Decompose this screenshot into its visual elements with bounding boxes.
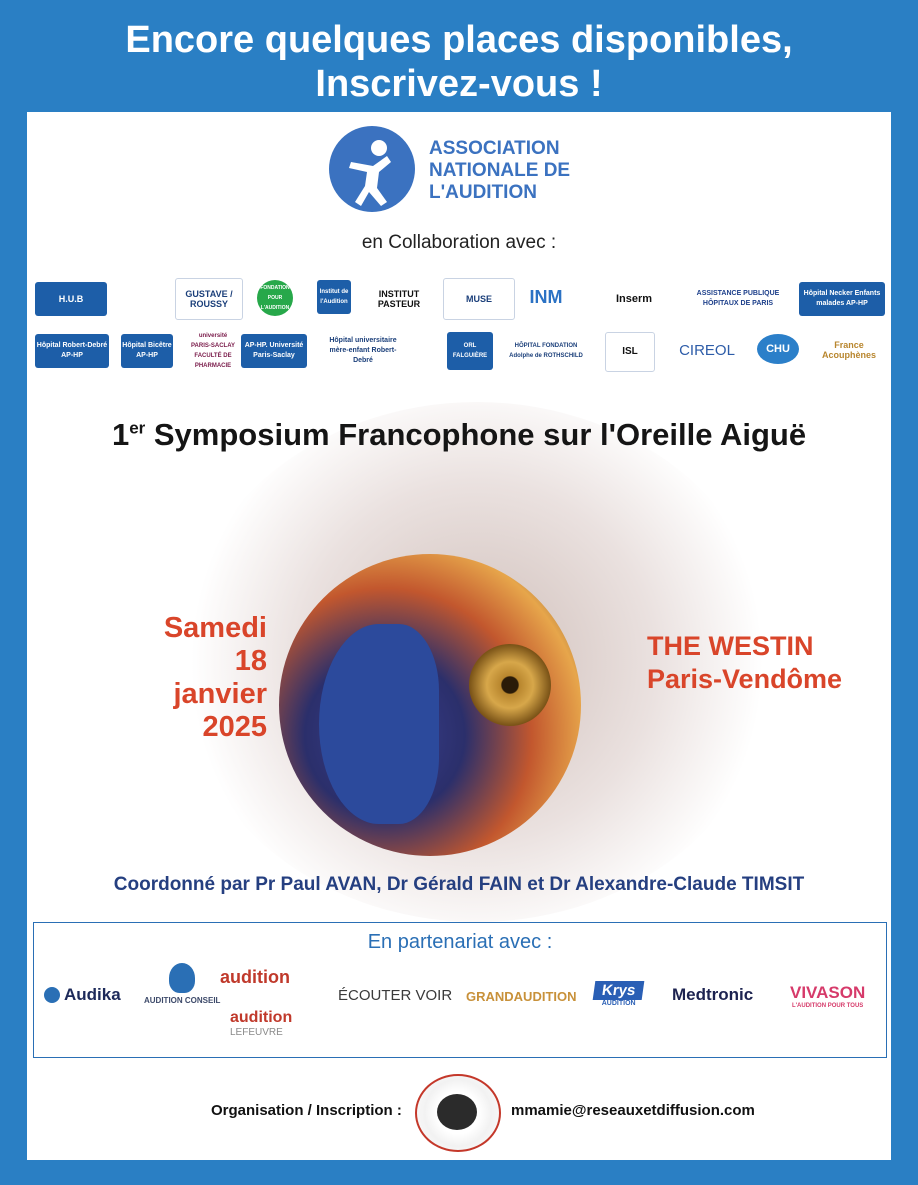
- title-prefix: 1: [111, 417, 130, 452]
- event-title: [27, 417, 891, 453]
- krys-label: Krys: [593, 981, 645, 1000]
- central-illustration: [279, 554, 581, 856]
- audika-bubble-icon: [44, 987, 60, 1003]
- logo-institut-pasteur: INSTITUT PASTEUR: [377, 289, 421, 309]
- logo-isl: ISL: [605, 332, 655, 372]
- partners-box: [33, 922, 887, 1058]
- audika-label: Audika: [64, 985, 121, 1004]
- title-text: Symposium Francophone sur l'Oreille Aiguë: [145, 417, 807, 452]
- logo-necker: Hôpital Necker Enfants malades AP-HP: [799, 282, 885, 316]
- logo-aphp-saclay: AP-HP. Université Paris-Saclay: [241, 334, 307, 368]
- footer: [27, 1072, 891, 1152]
- ana-line-1: ASSOCIATION: [429, 138, 560, 159]
- logo-inm: INM: [529, 287, 563, 307]
- audition-boulet-label: audition: [220, 967, 290, 987]
- logo-grandaudition: GRANDAUDITION: [466, 989, 577, 1004]
- date-year: 2025: [202, 711, 267, 743]
- vivason-label: VIVASON: [790, 983, 866, 1002]
- logo-france-acouphenes: France Acouphènes: [821, 340, 876, 360]
- logo-gustave-roussy: GUSTAVE / ROUSSY: [175, 278, 243, 320]
- logo-audition-conseil: [144, 963, 220, 1005]
- venue-line-1: THE WESTIN: [647, 631, 814, 661]
- header-banner: [12, 8, 906, 110]
- ana-name: [429, 138, 570, 204]
- logo-institut-audition: Institut de l'Audition: [317, 280, 351, 314]
- ana-line-2: NATIONALE DE: [429, 160, 571, 181]
- logo-mere-enfant: Hôpital universitaire mère-enfant Robert-Debré: [329, 337, 397, 364]
- audition-conseil-head-icon: [169, 963, 195, 993]
- date-date: 18 janvier: [173, 645, 267, 710]
- banner-line-2: Inscrivez-vous !: [315, 63, 603, 105]
- logo-ecouter-voir: ÉCOUTER VOIR: [338, 987, 453, 1004]
- logo-medtronic: Medtronic: [672, 985, 754, 1004]
- collab-label: en Collaboration avec :: [361, 232, 557, 253]
- logo-inserm: Inserm: [615, 293, 653, 305]
- event-date: [137, 612, 267, 744]
- krys-sub-label: AUDITION: [601, 1000, 636, 1007]
- logo-audika: [44, 985, 121, 1005]
- coordinators: Coordonné par Pr Paul AVAN, Dr Gérald FAIN et Dr Alexandre-Claude TIMSIT: [113, 874, 805, 895]
- logo-robert-debre: Hôpital Robert-Debré AP-HP: [35, 334, 109, 368]
- ana-person-icon: [329, 126, 415, 212]
- logo-chu: CHU: [757, 334, 799, 364]
- logo-orl-falguiere: ORL FALGUIÈRE: [447, 332, 493, 370]
- logo-aphp: ASSISTANCE PUBLIQUE HÔPITAUX DE PARIS: [696, 290, 780, 307]
- title-sup: er: [129, 418, 146, 438]
- vinyl-ear-image: [469, 644, 551, 726]
- logo-bicetre: Hôpital Bicêtre AP-HP: [121, 334, 173, 368]
- logo-hub: H.U.B: [35, 282, 107, 316]
- logo-audition-boulet: [220, 967, 290, 988]
- logo-rothschild: HÔPITAL FONDATION Adolphe de ROTHSCHILD: [509, 343, 583, 359]
- ana-line-3: L'AUDITION: [429, 182, 537, 203]
- logo-audition-lefeuvre: [230, 1009, 292, 1038]
- venue-line-2: Paris-Vendôme: [647, 664, 843, 694]
- banner-line-1: Encore quelques places disponibles,: [125, 19, 793, 61]
- logo-fondation-audition: FONDATION POUR L'AUDITION: [257, 280, 293, 316]
- audition-lefeuvre-label: audition: [230, 1009, 293, 1026]
- organisation-label: Organisation / Inscription :: [211, 1102, 402, 1119]
- event-venue: [647, 630, 887, 696]
- flyer-body: [27, 112, 891, 1160]
- ana-logo: [329, 126, 591, 218]
- logo-krys: [594, 981, 643, 1007]
- logo-vivason: [790, 983, 865, 1009]
- reseaux-diffusion-globe-icon: [415, 1074, 501, 1152]
- vivason-sub-label: L'AUDITION POUR TOUS: [791, 1003, 864, 1009]
- contact-email[interactable]: mmamie@reseauxetdiffusion.com: [511, 1102, 755, 1119]
- audition-conseil-label: AUDITION CONSEIL: [144, 996, 221, 1005]
- logo-paris-saclay-pharmacie: université PARIS-SACLAY FACULTÉ DE PHARMACIE: [190, 333, 235, 369]
- lefeuvre-label: LEFEUVRE: [230, 1027, 283, 1038]
- logo-cireol: CIREOL: [679, 342, 735, 359]
- partners-title: En partenariat avec :: [367, 931, 553, 953]
- date-day: Samedi: [163, 612, 267, 644]
- face-silhouette: [319, 624, 439, 824]
- logo-muse: MUSE: [443, 278, 515, 320]
